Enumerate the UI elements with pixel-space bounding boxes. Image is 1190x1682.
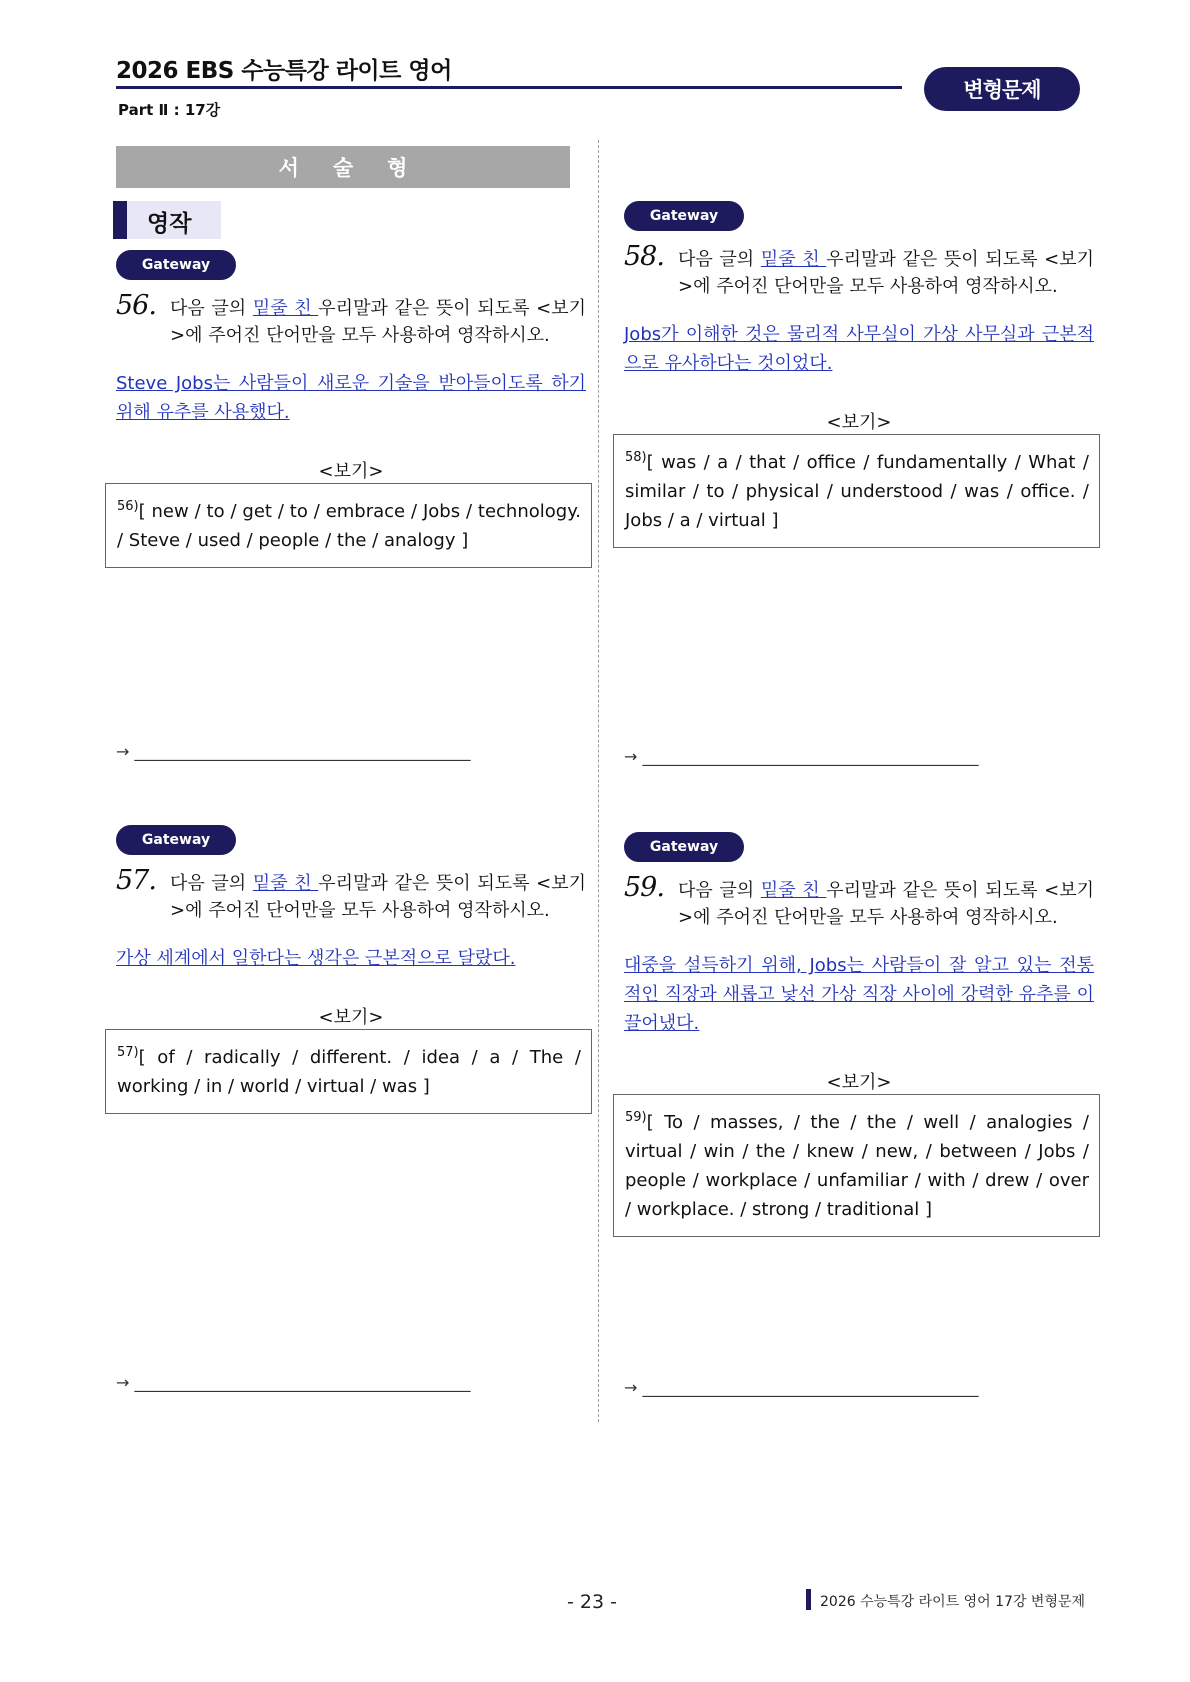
question-58 bbox=[624, 201, 1094, 548]
gateway-badge: Gateway bbox=[624, 201, 744, 231]
bogi-title: <보기> bbox=[318, 461, 384, 482]
answer-line[interactable]: → __________________________________________ bbox=[624, 1378, 979, 1397]
footer-marker bbox=[806, 1589, 811, 1610]
instruction-underline: 밑줄 친 bbox=[760, 249, 827, 270]
bogi-title: <보기> bbox=[318, 1007, 384, 1028]
word-box bbox=[105, 483, 592, 568]
type-badge: 변형문제 bbox=[924, 67, 1080, 111]
box-number: 59) bbox=[625, 1110, 647, 1125]
instruction-text: 우리말과 같은 뜻이 되도록 <보기>에 주어진 단어만을 모두 사용하여 영작하시오. bbox=[170, 873, 586, 921]
box-number: 58) bbox=[625, 450, 647, 465]
question-instruction bbox=[624, 243, 1094, 300]
page-number: - 23 - bbox=[567, 1591, 617, 1613]
question-number: 59. bbox=[624, 872, 664, 903]
gateway-badge: Gateway bbox=[116, 250, 236, 280]
bogi-title: <보기> bbox=[826, 412, 892, 433]
word-box bbox=[613, 434, 1100, 548]
instruction-text: 우리말과 같은 뜻이 되도록 <보기>에 주어진 단어만을 모두 사용하여 영작하시오. bbox=[678, 880, 1094, 928]
answer-line[interactable]: → __________________________________________ bbox=[116, 742, 471, 761]
answer-line[interactable]: → __________________________________________ bbox=[116, 1373, 471, 1392]
word-list: [ new / to / get / to / embrace / Jobs / technology. / Steve / used / people / the / analogy ] bbox=[117, 501, 581, 551]
instruction-text: 다음 글의 bbox=[170, 873, 253, 894]
korean-sentence: 대중을 설득하기 위해, Jobs는 사람들이 잘 알고 있는 전통적인 직장과 새롭고 낯선 가상 직장 사이에 강력한 유추를 이끌어냈다. bbox=[624, 955, 1094, 1034]
question-number: 56. bbox=[116, 290, 156, 321]
korean-sentence: Steve Jobs는 사람들이 새로운 기술을 받아들이도록 하기 위해 유추를 사용했다. bbox=[116, 373, 586, 423]
box-number: 57) bbox=[117, 1045, 139, 1060]
question-number: 58. bbox=[624, 241, 664, 272]
question-56 bbox=[116, 250, 586, 568]
box-number: 56) bbox=[117, 499, 139, 514]
korean-sentence: Jobs가 이해한 것은 물리적 사무실이 가상 사무실과 근본적으로 유사하다는 것이었다. bbox=[624, 324, 1094, 374]
question-57 bbox=[116, 825, 586, 1114]
instruction-text: 우리말과 같은 뜻이 되도록 <보기>에 주어진 단어만을 모두 사용하여 영작하시오. bbox=[170, 298, 586, 346]
gateway-badge: Gateway bbox=[116, 825, 236, 855]
instruction-text: 우리말과 같은 뜻이 되도록 <보기>에 주어진 단어만을 모두 사용하여 영작하시오. bbox=[678, 249, 1094, 297]
word-list: [ To / masses, / the / the / well / analogies / virtual / win / the / knew / new, / between / Jobs / people / workplace / unfamiliar / with / drew / over / workplace. / strong / traditional ] bbox=[625, 1112, 1089, 1220]
tag-marker bbox=[113, 201, 127, 239]
word-box bbox=[105, 1029, 592, 1114]
korean-sentence: 가상 세계에서 일한다는 생각은 근본적으로 달랐다. bbox=[116, 948, 516, 969]
instruction-text: 다음 글의 bbox=[678, 249, 761, 270]
header-rule bbox=[116, 86, 902, 89]
instruction-underline: 밑줄 친 bbox=[252, 873, 319, 894]
instruction-text: 다음 글의 bbox=[678, 880, 761, 901]
part-label: Part Ⅱ : 17강 bbox=[118, 101, 221, 119]
gateway-badge: Gateway bbox=[624, 832, 744, 862]
question-instruction bbox=[116, 867, 586, 924]
document-title: 2026 EBS 수능특강 라이트 영어 bbox=[116, 58, 452, 84]
word-box bbox=[613, 1094, 1100, 1237]
question-instruction bbox=[116, 292, 586, 349]
instruction-text: 다음 글의 bbox=[170, 298, 253, 319]
footer-title: 2026 수능특강 라이트 영어 17강 변형문제 bbox=[820, 1594, 1086, 1610]
category-label: 영작 bbox=[147, 211, 192, 237]
question-59 bbox=[624, 832, 1094, 1237]
instruction-underline: 밑줄 친 bbox=[252, 298, 319, 319]
answer-line[interactable]: → __________________________________________ bbox=[624, 747, 979, 766]
word-list: [ was / a / that / office / fundamentally / What / similar / to / physical / understood / was / office. / Jobs / a / virtual ] bbox=[625, 452, 1089, 531]
question-instruction bbox=[624, 874, 1094, 931]
column-divider bbox=[598, 140, 599, 1422]
word-list: [ of / radically / different. / idea / a / The / working / in / world / virtual / was ] bbox=[117, 1047, 581, 1097]
category-tag bbox=[113, 201, 221, 239]
bogi-title: <보기> bbox=[826, 1072, 892, 1093]
instruction-underline: 밑줄 친 bbox=[760, 880, 827, 901]
section-bar: 서술형 bbox=[116, 146, 570, 188]
question-number: 57. bbox=[116, 865, 156, 896]
